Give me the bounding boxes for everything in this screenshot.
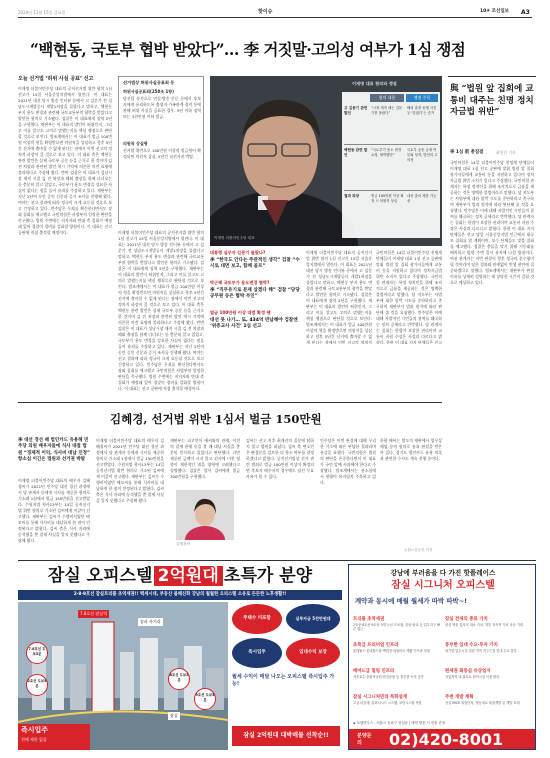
ad-left-badge2: 8호선 도보2분: [168, 668, 190, 690]
header-date: 2024년 11월 15일 금요일: [18, 10, 66, 15]
ad-right-feature-1: [445, 617, 533, 641]
ad-right-feature-7-desc: 잠실 MICE 복합단지, 영동대로 복합개발 등 개발 호재: [445, 701, 520, 705]
ad-right-feature-6: [353, 695, 441, 719]
ad-right-feature-7: [445, 695, 533, 719]
table-col-left-header: 혐의 내용: [370, 94, 404, 102]
photo-caption-title: 이재명 대표 혐의와 쟁점: [352, 81, 397, 86]
ad-left-circle2: 실투자금 5천만원대: [286, 604, 340, 634]
ad-right-feature-5-title: 편세권 최중심 유상업지: [445, 669, 491, 674]
kim-body-col2: 이재명 더불어민주당 대표의 배우자 김혜경씨가 2021년 민주당 대선 경선 과정에서 당 관계자 등에게 식사를 제공한 혐의로 기소돼 1심에서 벌금 150만원을 선고받았다. 수원지법 형사13부는 14일 공직선거법 위반 혐의로 기소된 김씨에게 이같이 선고했다. 재판부는 김씨가 수행비서였던 배모씨를 통해 식사비를 대납하게 한 점이 인정된다고 밝혔다. 김씨 측은 식사 자리에 동석했을 뿐 결제 사실을 알지 못했다고 주장해 왔다.: [96, 438, 164, 503]
lee-photo-panel: [210, 76, 442, 246]
ad-left: [18, 564, 342, 750]
ad-right-feature-0-desc: 2호선·8호선·9호선 3개 노선 도보권, 강남·판교 등 업무지구 빠른 접근: [353, 623, 440, 632]
header-page: A3: [521, 9, 530, 16]
ad-left-sales-box: [18, 724, 90, 750]
ad-left-circle1: 주택수 미포함: [232, 604, 282, 634]
table-row3-right: 대선 출마 제한 가능성: [407, 194, 437, 203]
ad-left-map-label2: 송파 사거리: [140, 619, 161, 624]
ad-right-feature-1-title: 잠실 전세의 종료 가치: [445, 617, 488, 622]
table-row3-label: 결과 파장: [344, 194, 360, 198]
sidebar-item1-title: 허위사실공표죄(250조 1항): [123, 89, 174, 94]
page-header: [18, 8, 532, 18]
law-sidebar-box: [118, 76, 204, 224]
ad-right-feature-2-desc: 롯데월드·롯데월드몰·백화점·대형마트 생활 인프라 밀집: [353, 649, 430, 653]
ad-left-aerial: [18, 602, 228, 750]
ad-right-feature-4-title: 메머드급 힐링 인프라: [353, 669, 395, 674]
ad-left-badge4: 2호선 도보5분: [26, 674, 48, 696]
kim-reporter: 수원=김승현 기자: [404, 548, 433, 552]
ad-left-sales-title: 즉시입주: [21, 726, 49, 734]
kim-photo-caption: 김혜경씨: [176, 542, 190, 546]
ad-right-feature-3-title: 풍부한 임대 수요·투자 가치: [445, 643, 498, 648]
header-paper: 10④ 조선일보: [480, 9, 510, 14]
kim-portrait-image: [176, 490, 234, 540]
qa-a2: 李 “직무유기로 문제 삼겠다 해” 검찰 “당당 공무원 등은 협박 부인”: [210, 288, 300, 300]
ad-right-headline: 강남에 부러움을 다 가진 핫플레이스: [390, 569, 496, 577]
table-row3-left: 벌금 100만원 이상 확정 시 의원직 상실: [371, 194, 404, 203]
right-col-top-rule: [448, 76, 536, 77]
kim-photo: [176, 490, 234, 540]
main-headline: “백현동, 국토부 협박 받았다”… 李 거짓말·고의성 여부가 1심 쟁점: [30, 40, 466, 59]
kim-body-col3: 재판부는 피고인이 배씨와의 관계, 이전의 결제 관행 등을 볼 때 대납 사실을 충분히 인식하고 있었다고 판단했다. 다만 제공된 금액이 크지 않고 선거에 미친 영향이 제한적인 점을 양형에 고려했다고 설명했다. 검찰은 앞서 김씨에게 벌금 300만원을 구형했다.: [170, 438, 240, 479]
ad-right-feature-3-desc: 대기업·업무시설 밀집 지역 직주근접 임대 수요 풍부: [445, 649, 517, 653]
section-divider: [18, 402, 442, 403]
ad-right-feature-3: [445, 643, 533, 667]
ad-right: [348, 564, 536, 750]
ad-right-showroom: ◈ 모델하우스 : 서울시 송파구 잠실동 | 예약 방문 시 선물 증정: [353, 721, 446, 725]
ad-left-title-row: [18, 564, 342, 588]
ad-right-features: [353, 617, 533, 719]
kim-lead: 李 대선 경선 때 법인카드 유용해 민주당 의원 배우자들에 식사 대접 법원 “경제적 이익, 식사비 대납 인정” 항소심 이긴은 법원과 선거권 박탈: [18, 438, 90, 463]
ad-right-contact-label: 분양문의: [357, 733, 372, 746]
ad-right-slogan: 계약과 동시에 매월 월세가 따박 따박~!: [355, 597, 467, 605]
ad-right-feature-0: [353, 617, 441, 641]
ad-right-feature-4: [353, 669, 441, 693]
kim-body-col6: 한편 배씨는 별도의 재판에서 업무상 배임 등의 혐의로 유죄 판결을 받은 바 있다. 경기도 법인카드 유용 의혹과 관련한 수사도 계속 진행 중이다.: [380, 438, 442, 461]
kim-headline: 김혜경, 선거법 위반 1심서 벌금 150만원: [110, 412, 322, 426]
table-row2-right: 국토부 공문 존재 여부와 성격, 발언의 고의성: [407, 148, 438, 162]
ad-left-map-label1: 7.8호선 잠실역: [80, 611, 107, 616]
ad-left-sales-sub: 전매 제한 없음: [21, 737, 47, 742]
ad-right-feature-6-desc: 고급 마감재, 풀퍼니시드 시스템, 보안시스템 적용: [353, 701, 422, 705]
kim-body-col5: 민주당은 이번 판결에 대해 무리한 기소에 따른 부당한 결과라며 유감을 표했다. 국민의힘은 법원의 판단을 존중한다면서 이 대표가 국민 앞에 사과해야 한다고 주장했다. 법조계에서는 항소심에서 형량이 유지될지 주목하고 있다.: [320, 438, 376, 485]
header-section: 핫이슈: [258, 9, 273, 15]
right-col-body: 국민의힘은 14일 더불어민주당 친명계 단체들이 이재명 대표 1심 선고 공판에 맞춰 법원 앞 집회 참가자들에게 교통비 등을 지원하고 있다며 정치자금법 위반 소지가 있다고 주장했다. 국민의힘 관계자는 특정 정치인을 위해 조직적으로 금품을 제공하는 것은 명백한 불법이라고 말했다. 당 지도부는 사법부에 대한 압박 시도를 중단하라고 촉구하며 재판부가 법과 원칙에 따라 판단해 줄 것을 요청했다. 민주당은 이에 대해 자발적인 시민들의 참여를 왜곡하는 정치 공세라고 반박했다. 당 관계자는 집회는 헌법이 보장한 권리이며 교통비 지원 주장은 사실과 다르다고 밝혔다. 한편 이 대표 지지 단체들은 선고 당일 서울중앙지법 인근에서 대규모 집회를 열 계획이며, 보수 단체들도 맞불 집회를 예고했다. 경찰은 충돌을 막기 위해 기동대를 배치하고 법원 주변 질서 유지에 나설 방침이다. 여권 관계자는 이번 판결이 향후 정국의 분수령이 될 것이라며 당은 결과와 관계없이 민생 현안에 집중하겠다고 말했다. 법조계에서는 재판부가 판결 이유를 상세히 설명하는 데 상당한 시간이 걸릴 것으로 예상하고 있다.: [450, 160, 534, 285]
ad-left-map-label3: 잠실: [170, 713, 178, 718]
kim-body-col1: 이재명 더불어민주당 대표의 배우자 김혜경씨가 2021년 민주당 대선 경선 과정에서 당 관계자 등에게 식사를 제공한 혐의로 기소돼 1심에서 벌금 150만원을 선고받았다. 수원지법 형사13부는 14일 공직선거법 위반 혐의로 기소된 김씨에게 이같이 선고했다. 재판부는 김씨가 수행비서였던 배모씨를 통해 식사비를 대납하게 한 점이 인정된다고 밝혔다. 김씨 측은 식사 자리에 동석했을 뿐 결제 사실을 알지 못했다고 주장해 왔다.: [18, 478, 90, 543]
table-col-right-header: 쟁점 주목: [406, 94, 438, 102]
table-row1-label: 고 김문기 관련 발언: [344, 106, 368, 115]
table-divider-1: [344, 144, 438, 145]
table-row1-right: 해외 출장 동행 사진 등 ‘알았다’는 증거: [407, 106, 437, 115]
ad-right-feature-0-title: 트리플 초역세권: [353, 617, 385, 622]
qa-q3: 벌금 100만원 이상 대법 확정 땐: [210, 310, 271, 315]
center-body-col1: 이재명 더불어민주당 대표의 공직선거법 위반 혐의 1심 선고가 15일 서울중앙지법에서 열린다. 이 대표는 2021년 대선 당시 방송 인터뷰 등에서 고 김문기 전 성남도시개발공사 개발1처장을 몰랐다고 말하고, 백현동 부지 용도 변경과 관련해 국토교통부의 협박을 받았다고 발언한 혐의로 기소됐다. 검찰은 이 대표에게 징역 2년을 구형했다. 재판부는 이 대표의 발언이 허위인지, 그리고 이를 알고도 고의로 말했는지를 핵심 쟁점으로 판단할 것으로 보인다. 법조계에서는 이 대표가 벌금 100만원 이상의 형을 확정받으면 의원직을 상실하고 향후 5년간 선거에 출마할 수 없게 된다는 점에서 이번 선고의 정치적: [306, 250, 372, 344]
ad-left-circle3: 즉시입주: [232, 638, 282, 668]
left-center-body: 이재명 더불어민주당 대표의 공직선거법 위반 혐의 1심 선고가 15일 서울중앙지법에서 열린다. 이 대표는 2021년 대선 당시 방송 인터뷰 등에서 고 김문기 전 성남도시개발공사 개발1처장을 몰랐다고 말하고, 백현동 부지 용도 변경과 관련해 국토교통부의 협박을 받았다고 발언한 혐의로 기소됐다. 검찰은 이 대표에게 징역 2년을 구형했다. 재판부는 이 대표의 발언이 허위인지, 그리고 이를 알고도 고의로 말했는지를 핵심 쟁점으로 판단할 것으로 보인다. 법조계에서는 이 대표가 벌금 100만원 이상의 형을 확정받으면 의원직을 상실하고 향후 5년간 선거에 출마할 수 없게 된다는 점에서 이번 선고의 정치적 파장이 클 것으로 보고 있다. 이 대표 측은 백현동 관련 발언은 실제 국토부 공문 등을 근거로 한 것이며 김 전 처장과 관련된 발언 역시 기억에 의존한 의견 표명에 불과하다고 주장해 왔다. 반면 검찰은 이 대표가 성남시장 재직 시절 김 전 처장과 해외 출장을 함께 다녀오는 등 충분히 알고 있었고, 국토부가 용도 변경을 강요한 사실이 없다는 점을 들어 유죄를 주장하고 있다. 재판부는 지난 2년여 동안 증인 신문과 증거 조사를 진행해 왔다. 여야는 선고 결과에 따라 정국이 크게 요동칠 것으로 보고 긴장하고 있다. 민주당은 무죄를 확신한다면서도 장외 집회를 예고했고 국민의힘은 사법부의 엄정한 판단을 촉구했다. 법원 주변에는 지지자와 반대 측 집회가 예정돼 있어 경찰이 경비를 강화할 방침이다. 이 대표는 선고 공판에 직접 출석할 예정이다.: [118, 230, 204, 391]
ad-right-feature-5: [445, 669, 533, 693]
table-row1-left: “시장 재직 때는 김문기를 몰랐다”: [371, 106, 403, 115]
ad-right-feature-6-title: 잠실 시그니처만의 특화설계: [353, 695, 407, 700]
ad-right-feature-2-title: 초특급 프리미엄 인프라: [353, 643, 399, 648]
left-article-body: 이재명 더불어민주당 대표의 공직선거법 위반 혐의 1심 선고가 15일 서울중앙지법에서 열린다. 이 대표는 2021년 대선 당시 방송 인터뷰 등에서 고 김문기 전 성남도시개발공사 개발1처장을 몰랐다고 말하고, 백현동 부지 용도 변경과 관련해 국토교통부의 협박을 받았다고 발언한 혐의로 기소됐다. 검찰은 이 대표에게 징역 2년을 구형했다. 재판부는 이 대표의 발언이 허위인지, 그리고 이를 알고도 고의로 말했는지를 핵심 쟁점으로 판단할 것으로 보인다. 법조계에서는 이 대표가 벌금 100만원 이상의 형을 확정받으면 의원직을 상실하고 향후 5년간 선거에 출마할 수 없게 된다는 점에서 이번 선고의 정치적 파장이 클 것으로 보고 있다. 이 대표 측은 백현동 관련 발언은 실제 국토부 공문 등을 근거로 한 것이며 김 전 처장과 관련된 발언 역시 기억에 의존한 의견 표명에 불과하다고 주장해 왔다. 반면 검찰은 이 대표가 성남시장 재직 시절 김 전 처장과 해외 출장을 함께 다녀오는 등 충분히 알고 있었고, 국토부가 용도 변경을 강요한 사실이 없다는 점을 들어 유죄를 주장하고 있다. 재판부는 지난 2년여 동안 증인 신문과 증거 조사를 진행해 왔다. 여야는 선고 결과에 따라 정국이 크게 요동칠 것으로 보고 긴장하고 있다. 민주당은 무죄를 확신한다면서도 장외 집회를 예고했고 국민의힘은 사법부의 엄정한 판단을 촉구했다. 법원 주변에는 지지자와 반대 측 집회가 예정돼 있어 경찰이 경비를 강화할 방침이다. 이 대표는 선고 공판에 직접 출석할 예정이다.: [18, 86, 112, 235]
left-article-subhead: 오늘 선거법 ‘허위 사실 공표’ 선고: [18, 76, 94, 82]
center-body-col2: 국민의힘은 14일 더불어민주당 친명계 단체들이 이재명 대표 1심 선고 공판에 맞춰 법원 앞 집회 참가자들에게 교통비 등을 지원하고 있다며 정치자금법 위반 소지가 있다고 주장했다. 국민의힘 관계자는 특정 정치인을 위해 조직적으로 금품을 제공하는 것은 명백한 불법이라고 말했다. 당 지도부는 사법부에 대한 압박 시도를 중단하라고 촉구하며 재판부가 법과 원칙에 따라 판단해 줄 것을 요청했다. 민주당은 이에 대해 자발적인 시민들의 참여를 왜곡하는 정치 공세라고 반박했다. 당 관계자는 집회는 헌법이 보장한 권리이며 교통비 지원 주장은 사실과 다르다고 밝혔다. 한편 이 대표 지지 단체들은 선고: [376, 250, 442, 344]
issue-table: [342, 92, 440, 238]
sidebar-item2-body: 선거법 위반으로 100만원 이상의 벌금형이 확정되면 의원직 상실, 5년간 피선거권 박탈.: [123, 148, 201, 159]
ad-left-badge1: 7.8호선 도보5분: [26, 642, 48, 664]
ad-left-top-tail: 초특가 분양: [224, 566, 313, 586]
ad-right-feature-2: [353, 643, 441, 667]
right-col-byline: 李 1심 前 총집결: [450, 150, 484, 155]
ad-left-badge3: 9호선 도보5분: [194, 688, 216, 710]
sidebar-item2-title: 의원직 상실형: [123, 141, 148, 146]
kim-body-col4: 김씨는 선고 직후 취재진의 질문에 답하지 않고 법원을 떠났다. 김씨 측 변호인은 판결문을 검토한 뒤 항소 여부를 결정하겠다고 밝혔다. 공직선거법상 선거 관련 범죄로 벌금 100만원 이상이 확정되면 후보자 배우자의 경우에도 당선 무효 사유가 될 수 있다.: [246, 438, 314, 479]
sidebar-title: 선거법상 허위사실공표죄 등: [123, 80, 175, 85]
qa-q1: 대통령 실무자 김문기 몰랐나?: [210, 250, 266, 255]
ad-right-phone[interactable]: 02)420-8001: [389, 730, 504, 749]
table-row2-left: “국토부가 용도 변경 요청, 협박했다”: [371, 148, 402, 157]
ad-left-bottom-text: 월세 수익이 매달 나오는 오피스텔 즉시입주 가능!: [232, 674, 335, 687]
ad-right-title: 잠실 시그니처 오피스텔: [391, 580, 495, 591]
right-col-reporter: 최연진 기자: [496, 150, 516, 155]
ad-left-banner: 2·8·9호선 잠실트리플 초역세권!! 백세시대, 부동산 불패신화 강남의 월월한 오피스텔 소유로 든든한 노후생활!!: [18, 590, 342, 600]
ad-left-footer: 잠실 2억원대 대박매물 선착순!!: [232, 726, 340, 746]
qa-box: [210, 250, 300, 340]
photo-credit: 이재명 더불어민주당 대표: [214, 236, 255, 240]
ad-right-feature-1-desc: 잠실 핵심 입지의 희소 가치, 향후 지속적 가치 상승 기대: [445, 623, 523, 627]
ad-right-feature-4-desc: 석촌호수·올림픽공원·한강공원 등 풍부한 녹지 공간: [353, 675, 424, 679]
qa-a1: 李 “한국도 안다는 주관적인 생각” 검찰 “수시로 대면 보고, 함께 골프”: [210, 258, 300, 270]
table-divider-2: [344, 190, 438, 191]
ad-right-feature-7-title: 주변 개발 계획: [445, 695, 474, 700]
ad-left-top-title: 잠실 오피스텔: [47, 566, 153, 586]
ad-right-feature-5-desc: 상업지역 내 위치로 편의시설 이용 편리: [445, 675, 500, 679]
ad-left-top-price: 2억원대: [154, 566, 223, 586]
ad-right-contact-box: [349, 729, 536, 750]
right-col-headline: 與 “법원 앞 집회에 교통비 대주는 친명 정치자금법 위반”: [450, 84, 534, 117]
table-row2-label: 백현동 관련 발언: [344, 148, 368, 157]
qa-a3: 대선 못 나가… 또, 434억 반납해야 검찰엔 ‘위증교사 사건’ 1심 선고: [210, 318, 298, 330]
ad-left-circle4: 임대수익 보장: [286, 638, 340, 668]
ad-divider: [18, 560, 536, 561]
qa-q2: 박근혜 국토부가 용도변경 협박?: [210, 280, 270, 285]
sidebar-item1-body: 당선될 목적으로 연설·방송·신문 등에서 후보자에게 유리하도록 출생지·가족관계·경력 등에 관해 허위 사실을 공표한 경우. 5년 이하 징역 또는 3천만원 이하 벌금.: [123, 96, 201, 119]
